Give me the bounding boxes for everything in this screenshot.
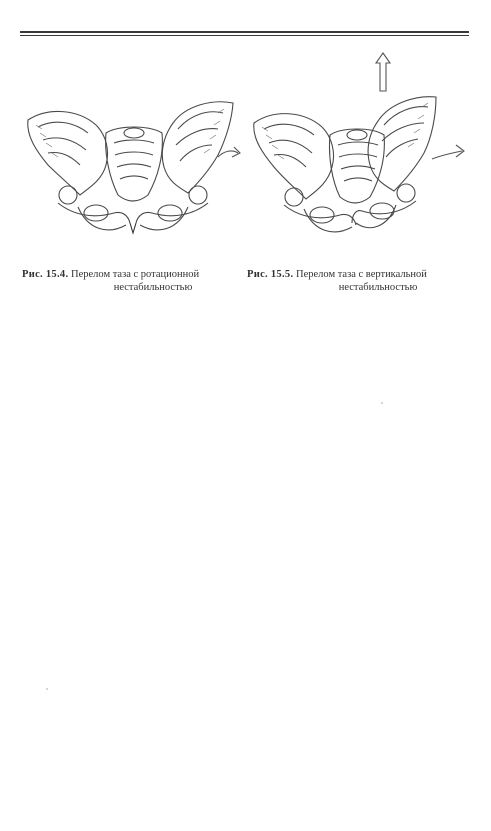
caption-text-line2: нестабильностью [113, 282, 193, 293]
figure-label: Рис. 15.5. [247, 269, 294, 280]
header-rule-thin [20, 35, 469, 36]
figure-caption-15-4 [22, 268, 244, 294]
figure-label: Рис. 15.4. [22, 269, 69, 280]
figure-caption-15-5 [247, 268, 469, 294]
caption-text-line1: Перелом таза с вертикальной [296, 269, 427, 280]
caption-text-line2: нестабильностью [338, 282, 418, 293]
scan-speck [46, 688, 48, 690]
caption-text-line1: Перелом таза с ротационной [71, 269, 200, 280]
header-rule [20, 31, 469, 33]
pelvis-vertical-illustration [246, 95, 471, 245]
vertical-arrow-icon [374, 52, 392, 92]
pelvis-rotational-illustration [18, 95, 243, 245]
scan-speck [381, 402, 383, 404]
